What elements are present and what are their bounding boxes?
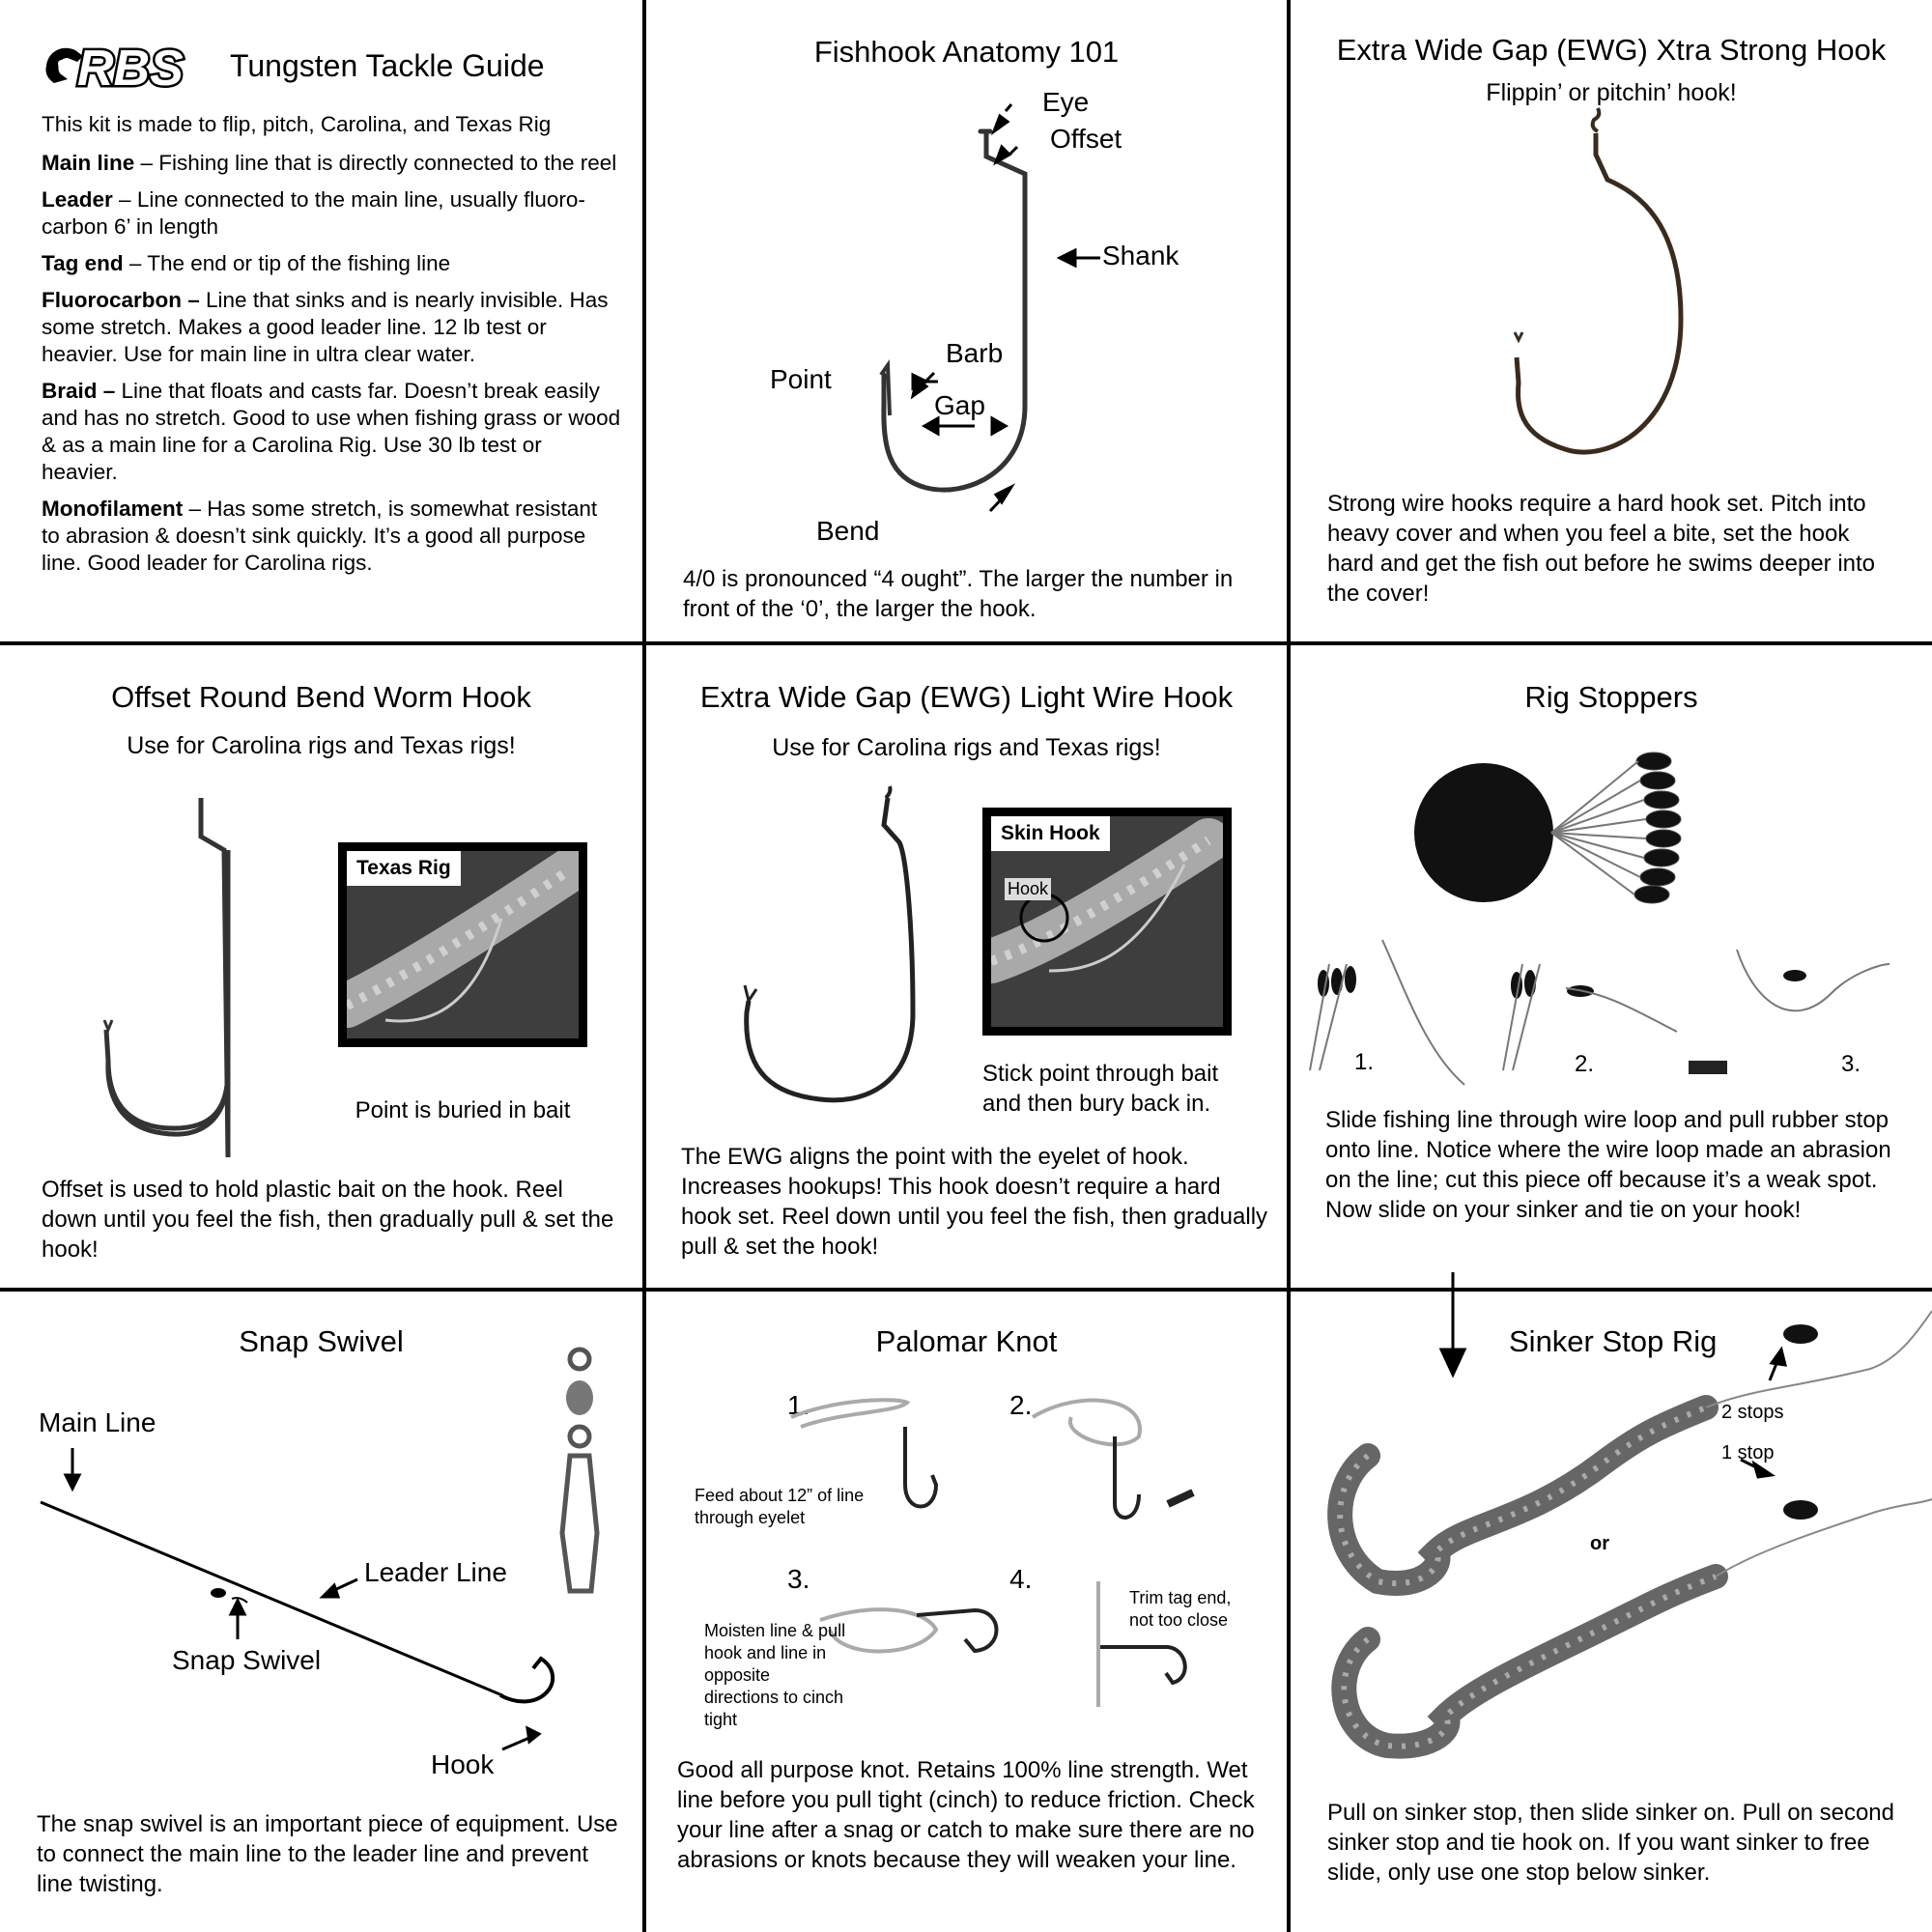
panel-caption: Good all purpose knot. Retains 100% line strength. Wet line before you pull tight (cinch) to reduce friction. Check your line after a snag or catch to make sure there are no abrasions or knots because they will weaken your line. <box>677 1757 1255 1873</box>
ewg-light-hook-image <box>646 645 965 1148</box>
panel-caption: 4/0 is pronounced “4 ought”. The larger the number in front of the ‘0’, the larger the hook. <box>683 566 1234 622</box>
box-caption: Stick point through bait and then bury back in. <box>982 1061 1219 1117</box>
definition-item: Tag end – The end or tip of the fishing line <box>42 251 451 275</box>
label-point: Point <box>770 364 832 394</box>
step-number: 3. <box>1841 1051 1861 1077</box>
panel-snap-swivel <box>0 1292 642 1932</box>
panel-ewg-strong <box>1291 0 1932 641</box>
definition-item: Braid – Line that floats and casts far. Doesn’t break easily and has no stretch. Good to use when fishing grass or wood & as a main line for a Carolina Rig. Use 30 lb test or heavier. <box>42 379 621 484</box>
hook-diagram <box>646 0 1287 541</box>
step3-note: Moisten line & pull hook and line in opposite directions to cinch tight <box>704 1621 846 1729</box>
panel-rig-stoppers <box>1291 645 1932 1288</box>
panel-subtitle: Use for Carolina rigs and Texas rigs! <box>772 734 1161 761</box>
box-caption: Point is buried in bait <box>355 1097 571 1123</box>
step-number: 1. <box>1354 1049 1375 1075</box>
panel-caption: Offset is used to hold plastic bait on the hook. Reel down until you feel the fish, then gradually pull & set the hook! <box>42 1177 614 1263</box>
step1-note: Feed about 12” of line through eyelet <box>695 1486 865 1527</box>
label-bend: Bend <box>816 516 880 546</box>
hook-outline <box>884 131 1025 490</box>
panel-title: Palomar Knot <box>875 1324 1058 1358</box>
panel-offset-round <box>0 645 642 1288</box>
label-two-stops: 2 stops <box>1721 1402 1784 1423</box>
step-number: 2. <box>1575 1051 1595 1077</box>
panel-title: Offset Round Bend Worm Hook <box>111 680 531 714</box>
label-leader-line: Leader Line <box>364 1557 507 1587</box>
definitions-list <box>42 150 621 586</box>
panel-caption: The EWG aligns the point with the eyelet of hook. Increases hookups! This hook doesn’t require a hard hook set. Reel down until you feel the fish, then gradually pull & set the hook! <box>681 1144 1268 1260</box>
step-number: 4. <box>1009 1564 1033 1594</box>
step-number: 2. <box>1009 1390 1033 1420</box>
panel-tackle-guide <box>0 0 642 641</box>
sinker-rig-image <box>1291 1292 1932 1794</box>
panel-caption: Slide fishing line through wire loop and pull rubber stop onto line. Notice where the wire loop made an abrasion on the line; cut this piece off because it’s a weak spot. Now slide on your sinker and tie on your hook! <box>1325 1107 1891 1223</box>
label-one-stop: 1 stop <box>1721 1442 1775 1463</box>
label-barb: Barb <box>946 338 1004 368</box>
definition-item: Monofilament – Has some stretch, is somewhat resistant to abrasion & doesn’t sink quickly. It’s a good all purpose line. Good leader for Carolina rigs. <box>42 497 598 575</box>
panel-caption: The snap swivel is an important piece of equipment. Use to connect the main line to the leader line and prevent line twisting. <box>37 1811 618 1897</box>
step-number: 3. <box>787 1564 810 1594</box>
panel-title: Snap Swivel <box>239 1324 404 1358</box>
label-hook: Hook <box>431 1749 495 1779</box>
label-or: or <box>1590 1533 1609 1554</box>
panel-title: Sinker Stop Rig <box>1509 1324 1718 1358</box>
label-shank: Shank <box>1102 241 1179 270</box>
definition-item: Main line – Fishing line that is directly connected to the reel <box>42 151 617 175</box>
label-main-line: Main Line <box>39 1407 156 1437</box>
step4-note: Trim tag end, not too close <box>1129 1588 1232 1630</box>
step-number: 1. <box>787 1390 810 1420</box>
panel-title: Extra Wide Gap (EWG) Xtra Strong Hook <box>1336 33 1887 67</box>
panel-sinker-stop <box>1291 1292 1932 1932</box>
ewg-strong-hook-image <box>1291 0 1932 483</box>
label-eye: Eye <box>1042 87 1090 117</box>
label-snap-swivel: Snap Swivel <box>172 1645 322 1675</box>
panel-palomar-knot <box>646 1292 1287 1932</box>
panel-hook-anatomy <box>646 0 1287 641</box>
panel-caption: Pull on sinker stop, then slide sinker on. Pull on second sinker stop and tie hook on. If you want sinker to free slide, only use one stop below sinker. <box>1327 1800 1895 1886</box>
panel-ewg-light <box>646 645 1287 1288</box>
definition-item: Leader – Line connected to the main line, usually fluoro-carbon 6’ in length <box>42 187 585 239</box>
logo-text: RBS <box>77 41 184 97</box>
panel-subtitle: Use for Carolina rigs and Texas rigs! <box>127 732 516 759</box>
panel-title: Rig Stoppers <box>1524 680 1698 714</box>
box-title: Skin Hook <box>991 816 1110 851</box>
panel-title: Extra Wide Gap (EWG) Light Wire Hook <box>699 680 1234 714</box>
panel-subtitle: Flippin’ or pitchin’ hook! <box>1486 79 1737 106</box>
texas-rig-photo <box>338 842 587 1047</box>
snap-swivel-image <box>562 1350 597 1591</box>
label-gap: Gap <box>934 390 985 420</box>
hook-label: Hook <box>1005 878 1051 900</box>
panel-caption: Strong wire hooks require a hard hook set. Pitch into heavy cover and when you feel a bite, set the hook hard and get the fish out before he swims deeper into the cover! <box>1327 491 1876 607</box>
label-offset: Offset <box>1050 124 1122 154</box>
skin-hook-photo <box>982 808 1232 1036</box>
worm-hook-image <box>0 645 348 1148</box>
definition-item: Fluorocarbon – Line that sinks and is nearly invisible. Has some stretch. Makes a good leader line. 12 lb test or heavier. Use for main line in ultra clear water. <box>42 288 609 366</box>
panel-title: Fishhook Anatomy 101 <box>813 35 1120 69</box>
box-title: Texas Rig <box>347 851 461 886</box>
intro-text: This kit is made to flip, pitch, Carolina, and Texas Rig <box>42 112 552 136</box>
page-title: Tungsten Tackle Guide <box>230 48 545 83</box>
swivel-diagram <box>0 1292 642 1794</box>
rbs-logo <box>39 37 203 97</box>
